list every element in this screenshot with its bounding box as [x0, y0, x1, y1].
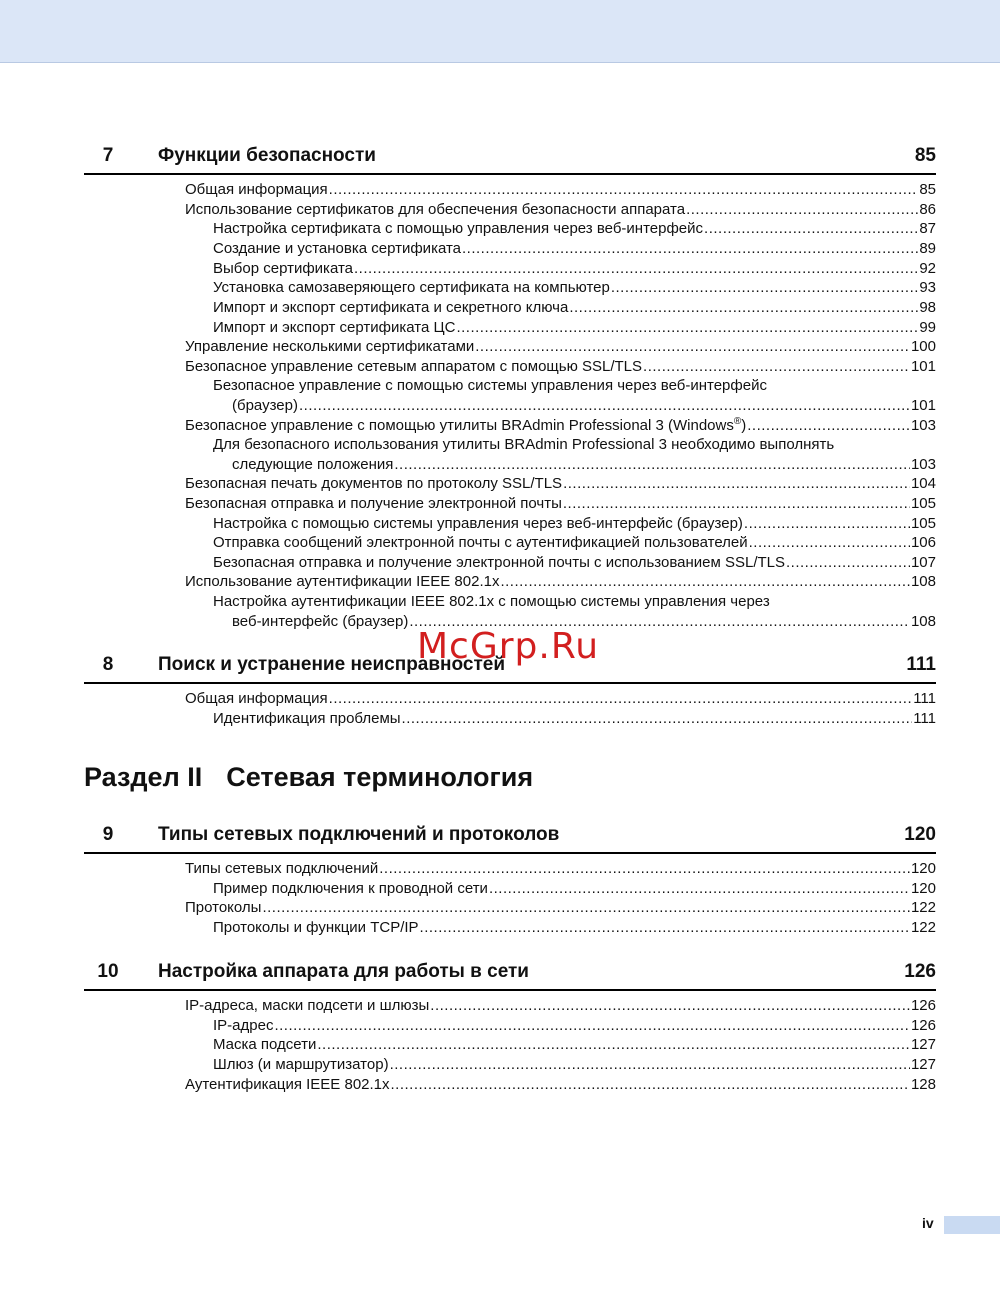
toc-entry[interactable]: IP-адреса, маски подсети и шлюзы ..... 126: [185, 996, 936, 1016]
toc-entry-line[interactable]: Безопасное управление с помощью системы управления через веб-интерфейс: [213, 377, 767, 394]
toc-entry[interactable]: Маска подсети ..... 127: [213, 1035, 936, 1055]
toc-entry[interactable]: следующие положения ..... 103: [232, 455, 936, 475]
toc-entry[interactable]: IP-адрес ..... 126: [213, 1016, 936, 1036]
chapter-9-heading[interactable]: [84, 824, 936, 854]
toc-entry[interactable]: веб-интерфейс (браузер) ..... 108: [232, 612, 936, 632]
header-bar: [0, 0, 1000, 63]
toc-entry[interactable]: Управление несколькими сертификатами ..... 100: [185, 337, 936, 357]
toc-entry[interactable]: Отправка сообщений электронной почты с аутентификацией пользователей ..... 106: [213, 533, 936, 553]
toc-entry[interactable]: Использование аутентификации IEEE 802.1x ..... 108: [185, 572, 936, 592]
toc-entry[interactable]: Безопасное управление с помощью утилиты BRAdmin Professional 3 (Windows®) ..... 103: [185, 416, 936, 436]
chapter-page: 85: [914, 145, 936, 166]
toc-entry[interactable]: Настройка с помощью системы управления через веб-интерфейс (браузер) ..... 105: [213, 514, 936, 534]
chapter-title: Настройка аппарата для работы в сети: [158, 961, 529, 982]
toc-entry-line[interactable]: Для безопасного использования утилиты BRAdmin Professional 3 необходимо выполнять: [213, 436, 835, 453]
chapter-number: 8: [102, 654, 114, 675]
chapter-page: 111: [906, 654, 936, 675]
chapter-page: 126: [904, 961, 936, 982]
page-number: iv: [922, 1215, 934, 1231]
toc-entry[interactable]: Безопасная отправка и получение электронной почты с использованием SSL/TLS ..... 107: [213, 553, 936, 573]
toc-entry[interactable]: Протоколы и функции TCP/IP ..... 122: [213, 918, 936, 938]
chapter-10-heading[interactable]: [84, 961, 936, 991]
toc-entry[interactable]: Безопасная отправка и получение электронной почты ..... 105: [185, 494, 936, 514]
part-name: Сетевая терминология: [226, 762, 534, 792]
part-label: Раздел II: [84, 762, 203, 792]
chapter-number: 10: [97, 961, 119, 982]
toc-entry[interactable]: Выбор сертификата ..... 92: [213, 259, 936, 279]
chapter-title: Функции безопасности: [158, 145, 376, 166]
toc-entry[interactable]: Шлюз (и маршрутизатор) ..... 127: [213, 1055, 936, 1075]
toc-entry[interactable]: Создание и установка сертификата ..... 89: [213, 239, 936, 259]
toc-entry[interactable]: Идентификация проблемы ..... 111: [213, 709, 936, 729]
toc-entry[interactable]: Установка самозаверяющего сертификата на компьютер ..... 93: [213, 278, 936, 298]
watermark: McGrp.Ru: [417, 626, 600, 667]
chapter-title: Поиск и устранение неисправностей: [158, 654, 506, 675]
chapter-number: 9: [102, 824, 114, 845]
toc-entry[interactable]: Типы сетевых подключений ..... 120: [185, 859, 936, 879]
toc-entry[interactable]: Аутентификация IEEE 802.1x ..... 128: [185, 1075, 936, 1095]
toc-entry[interactable]: Настройка сертификата с помощью управления через веб-интерфейс ..... 87: [213, 219, 936, 239]
toc-entry[interactable]: Пример подключения к проводной сети ..... 120: [213, 879, 936, 899]
toc-entry[interactable]: Безопасная печать документов по протоколу SSL/TLS ..... 104: [185, 474, 936, 494]
toc-entry[interactable]: (браузер) ..... 101: [232, 396, 936, 416]
toc-entry[interactable]: Общая информация ..... 85: [185, 180, 936, 200]
chapter-7-heading[interactable]: [84, 145, 936, 175]
toc-entry-line[interactable]: Настройка аутентификации IEEE 802.1x с помощью системы управления через: [213, 593, 770, 610]
chapter-number: 7: [102, 145, 114, 166]
toc-entry[interactable]: Использование сертификатов для обеспечения безопасности аппарата ..... 86: [185, 200, 936, 220]
chapter-page: 120: [904, 824, 936, 845]
toc-entry[interactable]: Импорт и экспорт сертификата ЦС ..... 99: [213, 318, 936, 338]
toc-entry[interactable]: Общая информация ..... 111: [185, 689, 936, 709]
toc-entry[interactable]: Протоколы ..... 122: [185, 898, 936, 918]
corner-tab: [944, 1216, 1000, 1234]
toc-entry[interactable]: Безопасное управление сетевым аппаратом с помощью SSL/TLS ..... 101: [185, 357, 936, 377]
part-title: [84, 762, 557, 793]
chapter-title: Типы сетевых подключений и протоколов: [158, 824, 560, 845]
toc-entry[interactable]: Импорт и экспорт сертификата и секретного ключа ..... 98: [213, 298, 936, 318]
